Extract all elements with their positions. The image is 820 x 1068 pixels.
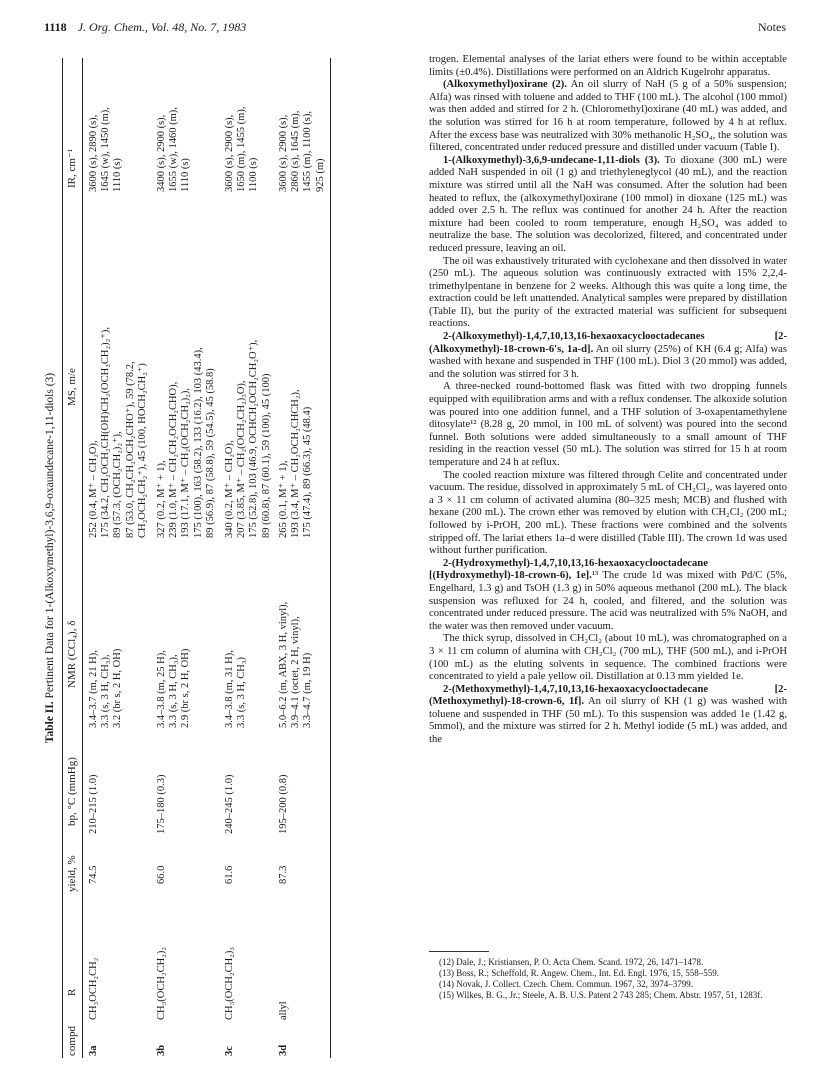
cell-r: allyl (278, 1001, 289, 1020)
table-caption: Pertinent Data for 1-(Alkoxymethyl)-3,6,9-oxaundecane-1,11-diols (3) (44, 372, 56, 699)
cell-compd: 3a (88, 1045, 99, 1056)
ir-line: 3600 (s), 2900 (s), (278, 114, 289, 192)
ms-line: 265 (0.1, M⁺ + 1), (278, 460, 289, 538)
ms-line: 252 (0.4, M⁺ – CH₂O), (88, 440, 99, 538)
cell-compd: 3c (224, 1046, 235, 1056)
cell-nmr (278, 602, 315, 728)
nmr-line: 2.9 (br s, 2 H, OH) (180, 648, 192, 728)
cell-bp: 240–245 (1.0) (224, 774, 235, 834)
section-heading: (Alkoxymethyl)oxirane (2). (443, 79, 567, 91)
paragraph: The thick syrup, dissolved in CH₂Cl₂ (about 10 mL), was chromatographed on a 3 × 11 cm column of alumina with CH₂Cl₂ (700 mL), THF (500 mL), and i-PrOH (100 mL) as the eluting solvents in sequence. The combined fractions were concentrated to yield a pale yellow oil. Distillation at 0.13 mm yielded 1e. (429, 633, 787, 683)
paragraph-text: An oil slurry of KH (1 g) was washed with toluene and suspended in THF (50 mL). To this suspension was added 1e (1.42 g, 5mmol), and the mixture was stirred for 2 h. Methyl iodide (5 mL) was added, and the (429, 696, 787, 746)
table-region (44, 58, 334, 1058)
section-heading: 2-(Alkoxymethyl)-1,4,7,10,13,16-hexaoxacyclooctadecanes [2-(Alkoxymethyl)-18-crown-6's, 1a-d]. (429, 331, 787, 355)
ms-line: 239 (1.0, M⁺ – CH₂CH₂OCH₂CHO), (168, 381, 180, 538)
ms-line: CH₂OCH₂CH₂⁺), 45 (100, HOCH₂CH₂⁺) (136, 363, 148, 538)
table-bottom-rule (330, 58, 331, 1058)
col-header-nmr: NMR (CCl₄), δ (66, 620, 78, 688)
cell-ir (88, 107, 125, 192)
paragraph-text: ¹³ The crude 1d was mixed with Pd/C (5%, Engelhard, 1.3 g) and TsOH (1.3 g) in 50% aqueous methanol (200 mL). The black suspension was refluxed for 24 h, cooled, and filtered, and the solution was concentrated under reduced pressure. The acid was neutralized with 5% NaOH, and the water was then removed under vacuum. (429, 570, 787, 632)
ir-line: 3600 (s), 2890 (s), (88, 114, 99, 192)
cell-yield: 61.6 (224, 865, 235, 884)
footnotes (429, 957, 787, 1001)
data-table (44, 58, 334, 1058)
cell-r: CH₃(OCH₂CH₂)₃ (224, 947, 235, 1020)
table-title (44, 58, 56, 1058)
paragraph (429, 684, 787, 747)
col-header-yield: yield, % (66, 855, 78, 892)
table-label: Table II. (44, 701, 56, 744)
cell-ms (278, 389, 315, 538)
paragraph: The oil was exhaustively triturated with cyclohexane and then dissolved in water (250 mL). The aqueous solution was continuously extracted with 15% 2,2,4-trimethylpentane in benzene for 2 weeks. Although this was quite a long time, the extraction could be left unattended. Analytical samples were prepared by distillation (Table II), but the purity of the extracted material was sufficient for subsequent reactions. (429, 255, 787, 330)
ms-line: 175 (47.4), 89 (66.3), 45 (48.4) (302, 406, 314, 538)
nmr-line: 3.3 (s, 3 H, CH₃), (168, 654, 180, 728)
cell-ms (224, 340, 273, 538)
footnote: (13) Boss, R.; Scheffold, R. Angew. Chem., Int. Ed. Engl. 1976, 15, 558–559. (439, 968, 719, 978)
cell-ir (278, 111, 327, 192)
cell-bp: 210–215 (1.0) (88, 774, 99, 834)
paragraph: trogen. Elemental analyses of the lariat ethers were found to be within acceptable limits (±0.4%). Distillations were performed on an Aldrich Kugelrohr apparatus. (429, 54, 787, 78)
nmr-line: 5.0–6.2 (m, ABX, 3 H, vinyl), (278, 601, 289, 728)
ms-line: 89 (57.3, (OCH₂CH₂)₂⁺), (112, 431, 124, 538)
paragraph (429, 558, 787, 634)
section-heading: 2-(Hydroxymethyl)-1,4,7,10,13,16-hexaoxacyclooctadecane [(Hydroxymethyl)-18-crown-6), 1e]. (429, 557, 708, 582)
col-header-r: R (66, 988, 78, 996)
section-heading: 1-(Alkoxymethyl)-3,6,9-undecane-1,11-diols (3). (443, 154, 660, 166)
paragraph-text: An oil slurry of NaH (5 g of a 50% suspension; Alfa) was rinsed with toluene and added to THF (100 mL). The alcohol (100 mmol) was then added and stirred for 2 h. (Chloromethyl)oxirane (40 mL) was added, and the solution was stirred for 16 h at room temperature, followed by 4 h at reflux. After the excess base was neutralized with 30% methanolic H₂SO₄, the solution was filtered, concentrated under reduced pressure and distilled under vacuum (Table I). (429, 79, 787, 154)
col-header-bp: bp, °C (mmHg) (66, 757, 78, 826)
cell-nmr (88, 649, 125, 728)
paragraph-text: To dioxane (300 mL) were added NaH suspended in oil (1 g) and triethyleneglycol (40 mL), and the reaction mixture was stirred until all the NaH was consumed. After the solution had been heated to reflux, the (alkoxymethyl)oxirane (100 mmol) in dioxane (125 mL) was added over 2.5 h. The reflux was continued for another 24 h. After the reaction mixture had been cooled to room temperature, enough H₂SO₄ was added to neutralize the base. The solution was decolorized, filtered, and concentrated under reduced pressure, leaving an oil. (429, 154, 788, 254)
cell-ir (224, 107, 261, 192)
cell-ir (156, 107, 193, 192)
cell-ms (88, 327, 149, 538)
col-header-ms: MS, m/e (66, 368, 78, 406)
ir-line: 1655 (w), 1460 (m), (168, 107, 180, 192)
cell-yield: 66.0 (156, 865, 167, 884)
paragraph (429, 331, 787, 381)
cell-nmr (224, 650, 248, 728)
ir-line: 1110 (s) (112, 158, 124, 192)
nmr-line: 3.3–4.7 (m, 19 H) (302, 652, 314, 728)
paragraph-text: An oil slurry (25%) of KH (6.4 g; Alfa) was washed with hexane and suspended in THF (100 mL). Diol 3 (20 mmol) was added, and the solution was stirred for 3 h. (429, 343, 787, 380)
ms-line: 175 (52.8), 103 (46.9, OCHCH₂OCH₂CH₂O⁺), (248, 339, 260, 538)
col-header-compd: compd (66, 1026, 78, 1056)
cell-yield: 74.5 (88, 865, 99, 884)
footnote: (14) Novak, J. Collect. Czech. Chem. Commun. 1967, 32, 3974–3799. (439, 979, 693, 989)
ms-line: 193 (3.4, M⁺ – CH₂OCH₂CHCH₂), (290, 389, 302, 538)
ir-line: 2860 (s), 1645 (m), (290, 110, 302, 192)
cell-r: CH₃(OCH₂CH₂)₂ (156, 947, 167, 1020)
ir-line: 1100 (s) (248, 157, 260, 192)
footnote-rule (429, 951, 489, 952)
footnote: (15) Wilkes, B. G., Jr.; Steele, A. B. U.S. Patent 2 743 285; Chem. Abstr. 1957, 51, 1283f. (439, 990, 763, 1000)
ir-line: 1455 (m), 1100 (s), (302, 111, 314, 192)
nmr-line: 3.9–4.1 (octet, 2 H, vinyl), (290, 616, 302, 728)
section-heading: 2-(Methoxymethyl)-1,4,7,10,13,16-hexaoxacyclooctadecane [2-(Methoxymethyl)-18-crown-6, 1f]. (429, 683, 787, 708)
body-column (429, 54, 787, 747)
cell-r: CH₃OCH₂CH₂ (88, 957, 99, 1020)
table-top-rule (62, 58, 63, 1058)
ir-line: 3600 (s), 2900 (s), (224, 114, 235, 192)
ir-line: 1650 (m), 1455 (m), (236, 106, 248, 192)
ms-line: 175 (34.2, CH₂OCH₂CH(OH)CH₂(OCH₂CH₂)₂⁺), (100, 327, 112, 538)
ms-line: 327 (0.2, M⁺ + 1), (156, 460, 167, 538)
running-header (44, 20, 786, 36)
journal-citation: J. Org. Chem., Vol. 48, No. 7, 1983 (77, 20, 247, 34)
ir-line: 1110 (s) (180, 158, 192, 192)
cell-bp: 195–200 (0.8) (278, 774, 289, 834)
cell-compd: 3d (278, 1044, 289, 1056)
nmr-line: 3.3 (s, 3 H, CH₃), (100, 654, 112, 728)
cell-compd: 3b (156, 1044, 167, 1056)
paragraph (429, 79, 787, 155)
nmr-line: 3.4–3.8 (m, 25 H), (156, 650, 167, 728)
paragraph (429, 155, 787, 256)
ms-line: 193 (17.1, M⁺ – CH₂(OCH₂CH₂)₂), (180, 388, 192, 538)
ms-line: 340 (0.2, M⁺ – CH₂O), (224, 440, 235, 538)
nmr-line: 3.3 (s, 3 H, CH₃) (236, 656, 248, 728)
cell-bp: 175–180 (0.3) (156, 774, 167, 834)
ms-line: 175 (100), 163 (58.2), 133 (16.2), 103 (43.4), (192, 347, 204, 538)
page-number: 1118 (44, 20, 67, 34)
cell-nmr (156, 649, 193, 728)
footnote: (12) Dale, J.; Kristiansen, P. O. Acta Chem. Scand. 1972, 26, 1471–1478. (439, 957, 704, 967)
col-header-ir: IR, cm⁻¹ (66, 148, 78, 188)
nmr-line: 3.4–3.8 (m, 31 H), (224, 650, 235, 728)
ir-line: 3400 (s), 2900 (s), (156, 114, 167, 192)
section-label: Notes (758, 20, 786, 34)
cell-yield: 87.3 (278, 865, 289, 884)
table-header-rule (82, 58, 83, 1058)
cell-ms (156, 347, 217, 538)
ms-line: 87 (53.0, CH₂CH₂OCH₂CHO⁺), 59 (78.2, (124, 361, 136, 538)
ir-line: 925 (m) (314, 158, 326, 192)
nmr-line: 3.4–3.7 (m, 21 H), (88, 650, 99, 728)
ms-line: 89 (60.8), 87 (60.1), 59 (100), 45 (100) (260, 373, 272, 538)
ms-line: 207 (3.85, M⁺ – CH₂(OCH₂CH₂)₃O), (236, 380, 248, 538)
ms-line: 89 (56.9), 87 (58.8), 59 (54.5), 45 (58.8) (204, 368, 216, 538)
nmr-line: 3.2 (br s, 2 H, OH) (112, 648, 124, 728)
paragraph: A three-necked round-bottomed flask was fitted with two dropping funnels equipped with equilibration arms and with a reflux condenser. The alkoxide solution was poured into one addition funnel, and a THF solution of 3-oxapentamethylene ditosylate¹² (8.28 g, 20 mmol, in 100 mL of solvent) was poured into the second funnel. Both solutions were added simultaneously to a small amount of THF residing in the reaction vessel (50 mL). The solution was stirred for 15 h at room temperature and 24 h at reflux. (429, 381, 787, 468)
header-left (44, 20, 246, 35)
paragraph: The cooled reaction mixture was filtered through Celite and concentrated under vacuum. The residue, dissolved in approximately 5 mL of CH₂Cl₂, was layered onto a 3 × 11 cm column of activated alumina (80–325 mesh; MCB) and flushed with hexane (200 mL). The crown ether was removed by elution with CH₂Cl₂ (200 mL; followed by i-PrOH, 200 mL). These fractions were combined and the solvents stripped off. The lariat ethers 1a–d were distilled (Table III). The crown 1d was used without further purification. (429, 469, 787, 557)
ir-line: 1645 (w), 1450 (m), (100, 107, 112, 192)
